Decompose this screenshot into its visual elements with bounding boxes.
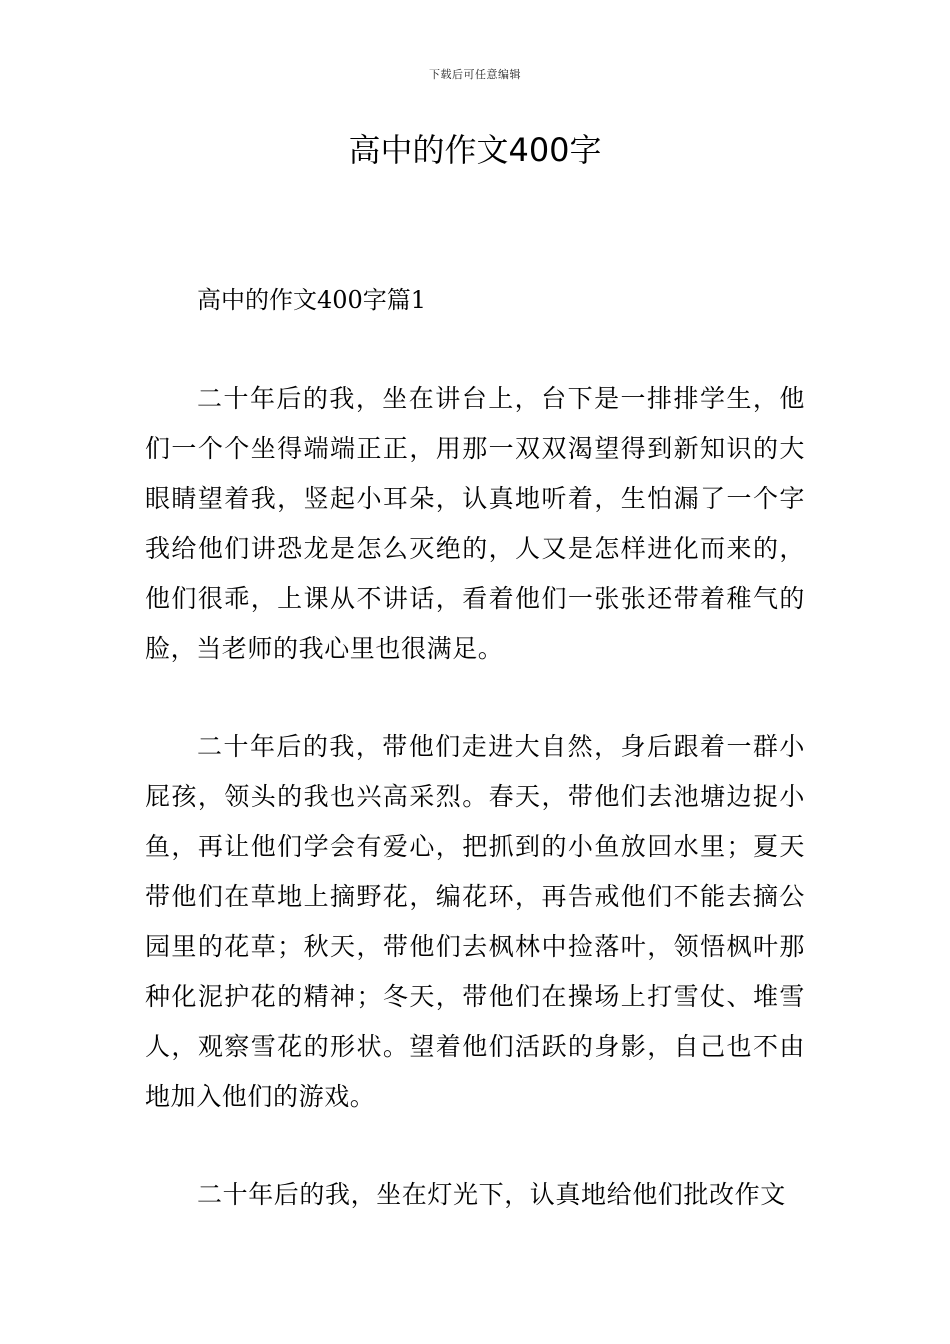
section-heading: 高中的作文400字篇1	[197, 286, 427, 314]
paragraph-2: 二十年后的我，带他们走进大自然，身后跟着一群小屁孩，领头的我也兴高采烈。春天，带他们去池塘边捉小鱼，再让他们学会有爱心，把抓到的小鱼放回水里；夏天带他们在草地上摘野花，编花环，再告戒他们不能去摘公园里的花草；秋天，带他们去枫林中捡落叶，领悟枫叶那种化泥护花的精神；冬天，带他们在操场上打雪仗、堆雪人，观察雪花的形状。望着他们活跃的身影，自己也不由地加入他们的游戏。	[145, 732, 805, 1111]
document-title: 高中的作文400字	[348, 131, 602, 169]
paragraph-3: 二十年后的我，坐在灯光下，认真地给他们批改作文	[197, 1180, 786, 1209]
paragraph-1: 二十年后的我，坐在讲台上，台下是一排排学生，他们一个个坐得端端正正，用那一双双渴望得到新知识的大眼睛望着我，竖起小耳朵，认真地听着，生怕漏了一个字我给他们讲恐龙是怎么灭绝的，人又是怎样进化而来的，他们很乖，上课从不讲话，看着他们一张张还带着稚气的脸，当老师的我心里也很满足。	[145, 384, 805, 663]
header-note: 下载后可任意编辑	[429, 68, 521, 81]
